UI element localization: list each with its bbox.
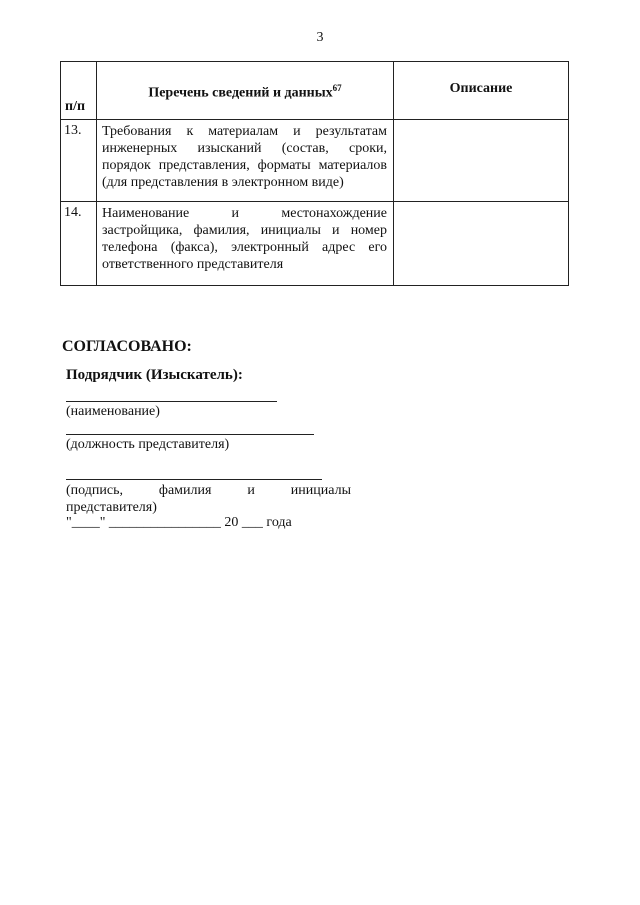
table-row — [61, 202, 569, 286]
approval-title: СОГЛАСОВАНО: — [62, 338, 192, 355]
row-number: 13. — [61, 120, 97, 202]
page-number: 3 — [316, 30, 324, 45]
signature-caption-line2: представителя) — [66, 500, 157, 515]
column-header-list-label: Перечень сведений и данных — [148, 85, 333, 101]
date-line: "____" ________________ 20 ___ года — [66, 515, 292, 530]
signature-caption — [66, 482, 351, 516]
column-header-list — [97, 62, 394, 120]
row-description — [394, 120, 569, 202]
signature-caption-word: и — [247, 483, 255, 498]
signature-caption-word: инициалы — [290, 483, 351, 498]
position-caption: (должность представителя) — [66, 437, 230, 452]
row-number: 14. — [61, 202, 97, 286]
requirements-table — [60, 61, 569, 286]
signature-line — [66, 479, 322, 480]
footnote-marker: 67 — [332, 82, 342, 93]
column-header-number: п/п — [61, 62, 97, 120]
row-text: Наименование и местонахождение застройщика, фамилия, инициалы и номер телефона (факса), электронный адрес его ответственного представителя — [97, 202, 394, 286]
signature-caption-word: (подпись, — [66, 483, 123, 498]
row-text: Требования к материалам и результатам инженерных изысканий (состав, сроки, порядок представления, форматы материалов (для представления в электронном виде) — [97, 120, 394, 202]
signature-caption-word: фамилия — [158, 483, 212, 498]
approval-party: Подрядчик (Изыскатель): — [66, 367, 243, 383]
name-signature-line — [66, 401, 277, 402]
column-header-description: Описание — [394, 62, 569, 120]
position-signature-line — [66, 434, 314, 435]
row-description — [394, 202, 569, 286]
table-row — [61, 120, 569, 202]
table-header-row — [61, 62, 569, 120]
name-caption: (наименование) — [66, 404, 160, 419]
